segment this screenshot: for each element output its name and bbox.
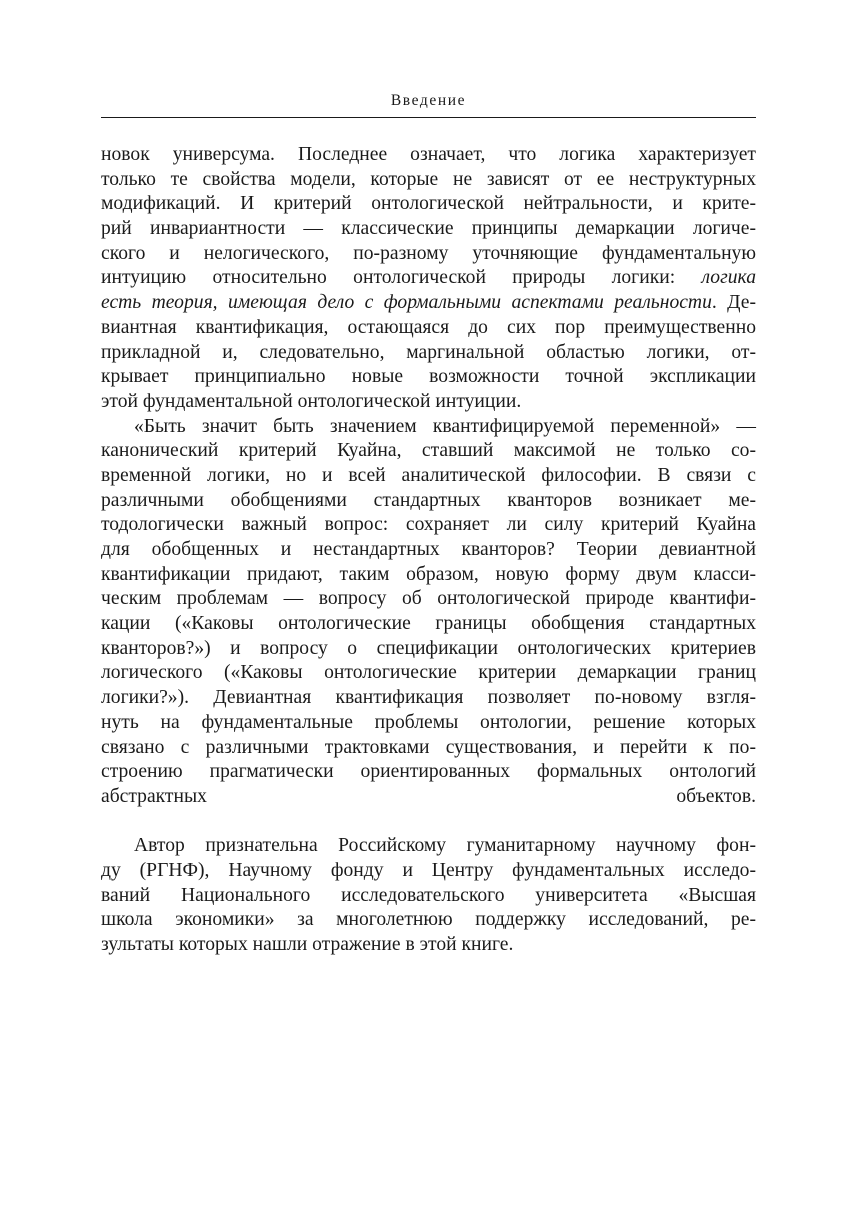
text-line	[101, 810, 756, 835]
header-rule	[101, 117, 756, 118]
text-line: кации («Каковы онтологические границы обобщения стандартных	[101, 613, 756, 635]
text-line: виантная квантификация, остающаяся до сих пор преимущественно	[101, 316, 756, 338]
paragraph-3	[101, 834, 756, 957]
text-line: ваний Национального исследовательского университета «Высшая	[101, 884, 756, 906]
text-line: кванторов?») и вопросу о спецификации онтологических критериев	[101, 637, 756, 659]
text-line: логического («Каковы онтологические критерии демаркации границ	[101, 662, 756, 684]
text-line: логики?»). Девиантная квантификация позволяет по-новому взгля-	[101, 687, 756, 709]
text-line: крывает принципиально новые возможности точной экспликации	[101, 366, 756, 388]
text-line: новок универсума. Последнее означает, что логика характеризует	[101, 144, 756, 165]
text-line: школа экономики» за многолетнюю поддержку исследований, ре-	[101, 909, 756, 931]
text-line: модификаций. И критерий онтологической нейтральности, и крите-	[101, 193, 756, 215]
text-line: ского и нелогического, по-разному уточняющие фундаментальную	[101, 242, 756, 264]
text-line: тодологически важный вопрос: сохраняет ли силу критерий Куайна	[101, 514, 756, 536]
text-line: Автор признательна Российскому гуманитарному научному фон-	[134, 835, 756, 857]
text-line: только те свойства модели, которые не зависят от ее неструктурных	[101, 168, 756, 190]
paragraph-2	[101, 415, 756, 835]
text-line: временной логики, но и всей аналитической философии. В связи с	[101, 464, 756, 486]
italic-run: есть теория, имеющая дело с формальными аспектами реальности	[101, 292, 712, 314]
text-line: прикладной и, следовательно, маргинальной областью логики, от-	[101, 341, 756, 363]
italic-run: логика	[701, 267, 756, 289]
text-line: нуть на фундаментальные проблемы онтологии, решение которых	[101, 711, 756, 733]
text-line: абстрактных объектов.	[101, 785, 756, 807]
text-run: интуицию относительно онтологической природы логики:	[101, 267, 702, 289]
text-line: различными обобщениями стандартных кванторов возникает ме-	[101, 489, 756, 511]
body-text	[101, 143, 756, 958]
text-line: этой фундаментальной онтологической интуиции.	[101, 390, 522, 412]
text-line: канонический критерий Куайна, ставший максимой не только со-	[101, 440, 756, 462]
text-run: . Де-	[711, 292, 757, 314]
text-line: квантификации придают, таким образом, новую форму двум класси-	[101, 563, 756, 585]
text-line	[101, 291, 756, 316]
paragraph-1	[101, 143, 756, 415]
text-line: «Быть значит быть значением квантифицируемой переменной» —	[134, 415, 756, 437]
text-line: ду (РГНФ), Научному фонду и Центру фундаментальных исследо-	[101, 859, 756, 881]
text-line: ческим проблемам — вопросу об онтологической природе квантифи-	[101, 588, 756, 610]
text-line: связано с различными трактовками существования, и перейти к по-	[101, 736, 756, 758]
text-line: зультаты которых нашли отражение в этой книге.	[101, 934, 514, 955]
text-line: для обобщенных и нестандартных кванторов? Теории девиантной	[101, 539, 756, 560]
text-line: строению прагматически ориентированных формальных онтологий	[101, 761, 756, 783]
text-line	[101, 266, 756, 291]
running-head: Введение	[390, 92, 467, 109]
text-line: рий инвариантности — классические принципы демаркации логиче-	[101, 218, 756, 240]
